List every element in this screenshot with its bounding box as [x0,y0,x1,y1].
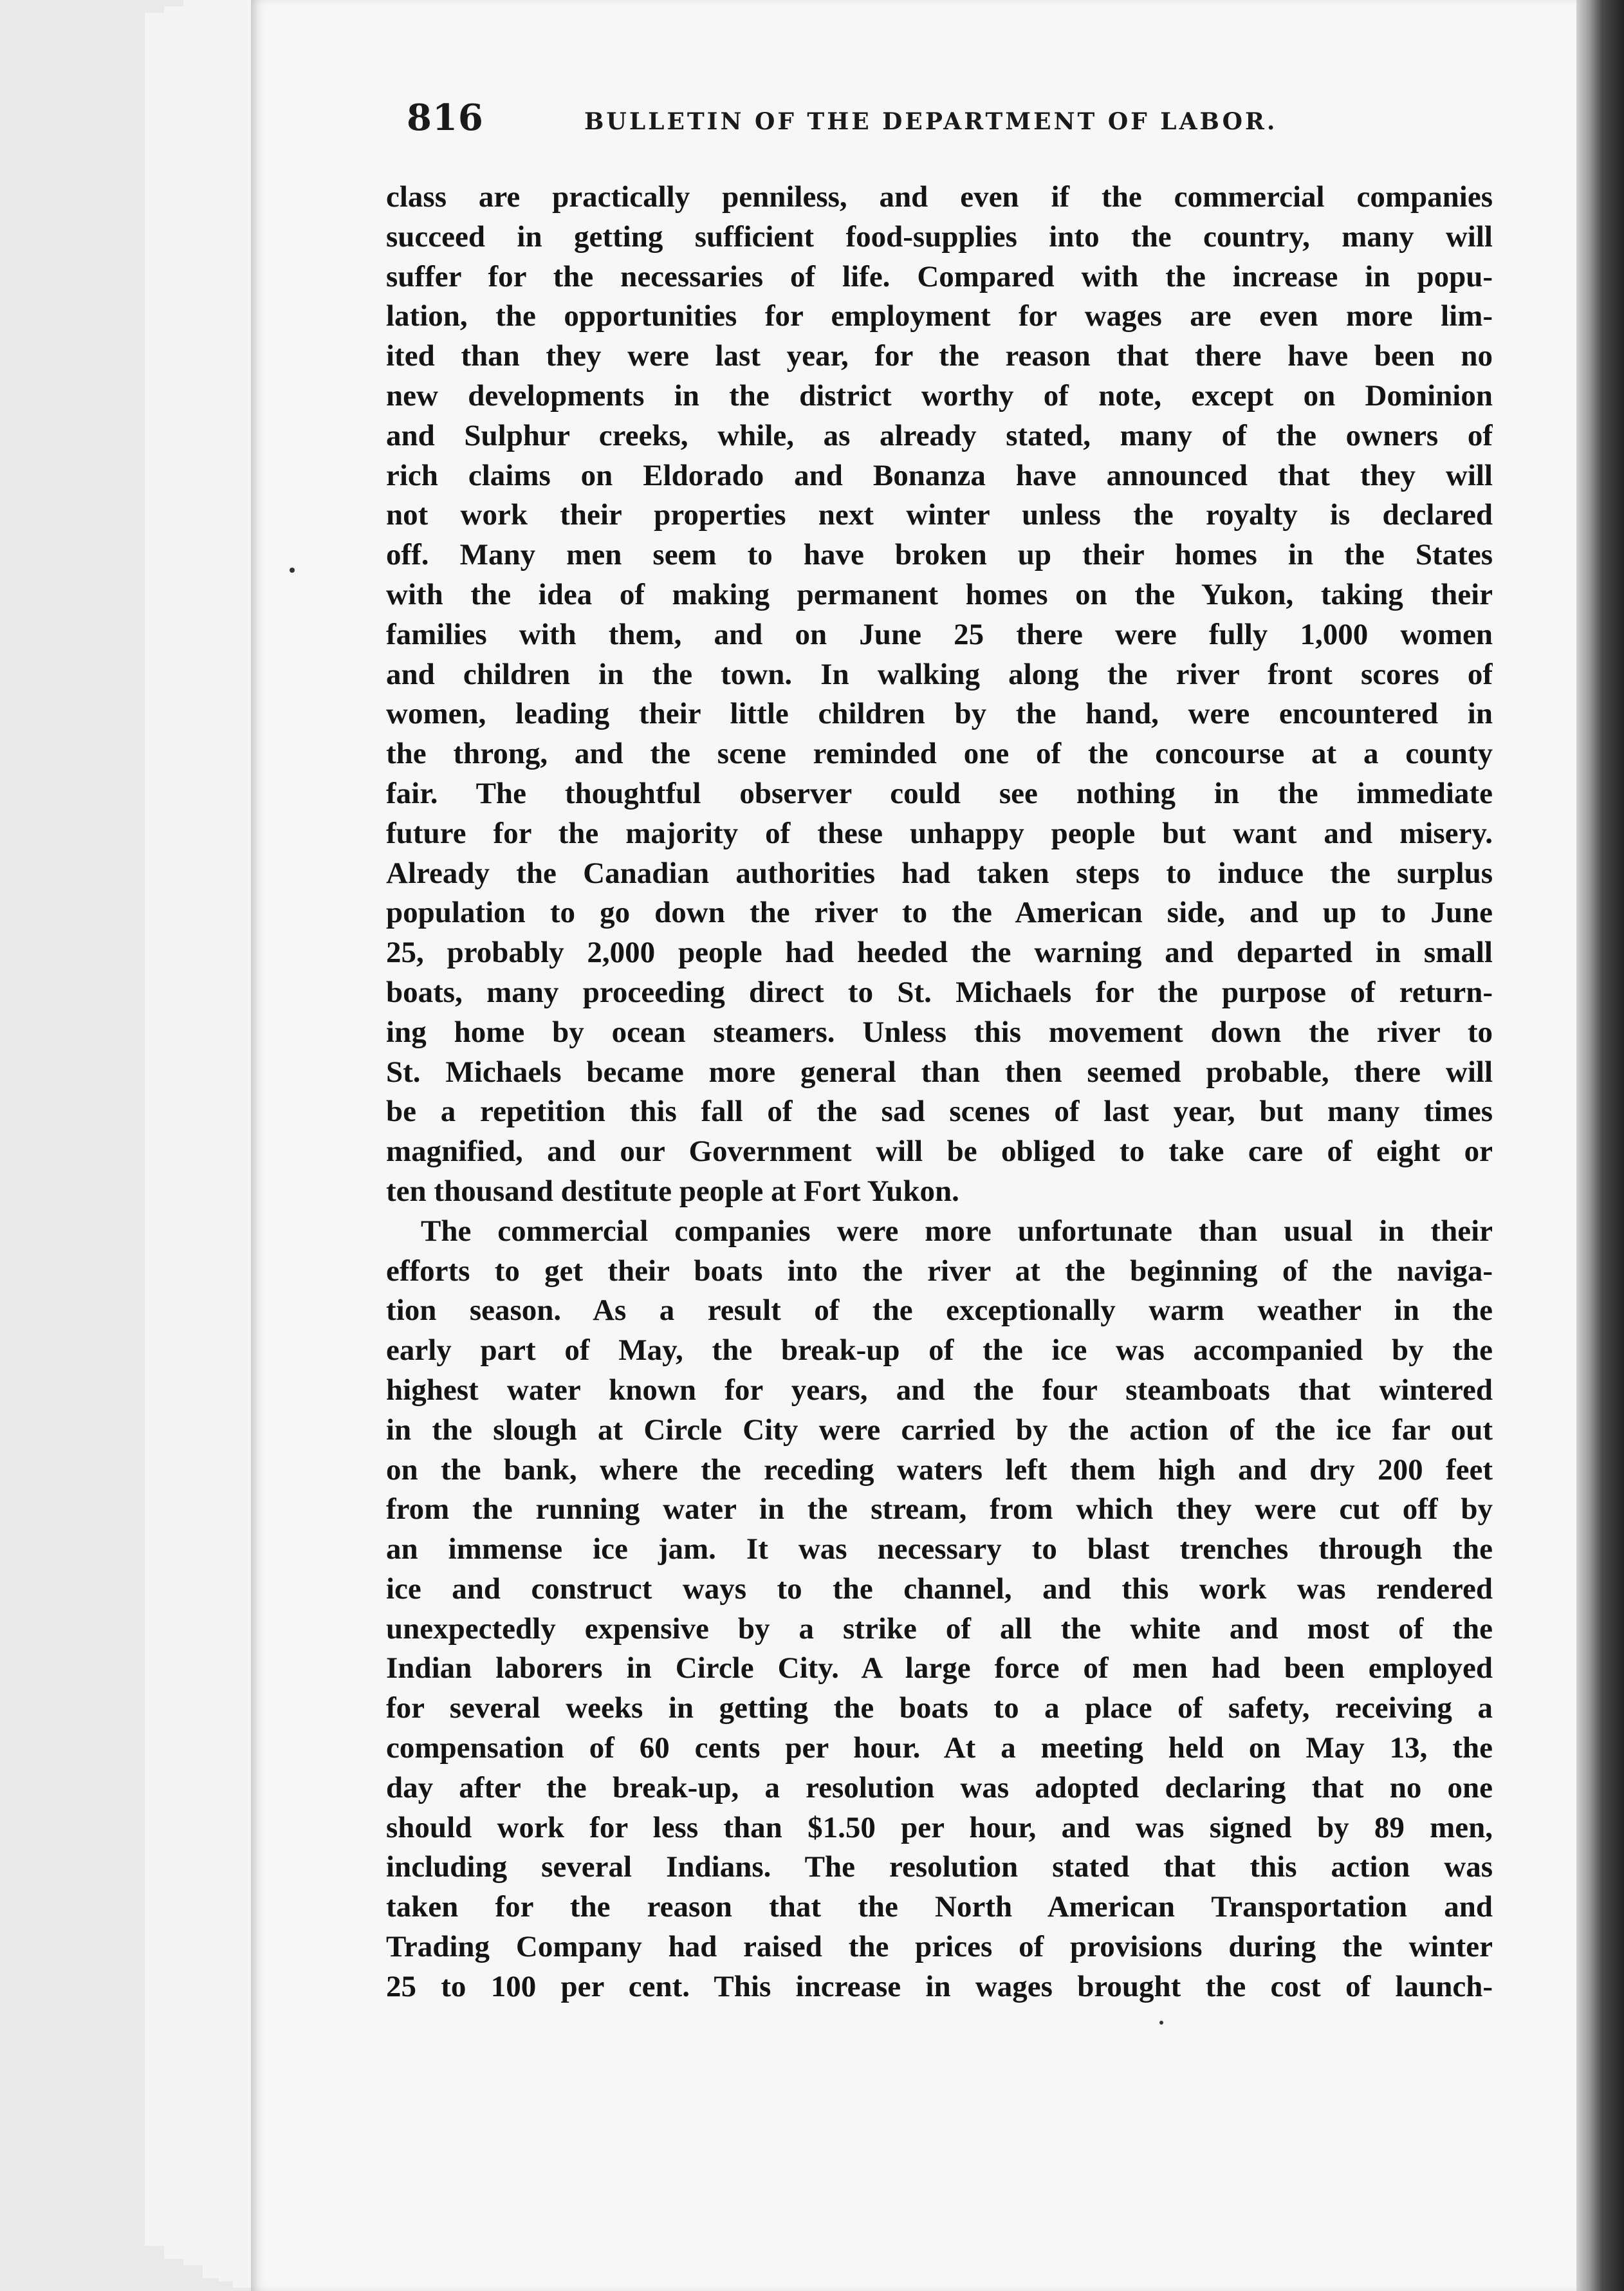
text-line: taken for the reason that the North American Transportation and [386,1890,1493,1924]
text-line: an immense ice jam. It was necessary to blast trenches through the [386,1532,1493,1566]
text-line: Already the Canadian authorities had taken steps to induce the surplus [386,856,1493,890]
text-line: with the idea of making permanent homes on the Yukon, taking their [386,577,1493,611]
paragraph-first-line: The commercial companies were more unfortunate than usual in their [421,1214,1493,1248]
text-line: St. Michaels became more general than then seemed probable, there will [386,1055,1493,1089]
text-line: population to go down the river to the American side, and up to June [386,896,1493,930]
text-line: boats, many proceeding direct to St. Michaels for the purpose of return- [386,975,1493,1009]
text-line: class are practically penniless, and even if the commercial companies [386,180,1493,214]
text-line: magnified, and our Government will be obliged to take care of eight or [386,1135,1493,1169]
text-line: succeed in getting sufficient food-supplies into the country, many will [386,219,1493,254]
text-line: off. Many men seem to have broken up their homes in the States [386,538,1493,572]
text-line: future for the majority of these unhappy people but want and misery. [386,816,1493,850]
text-line: highest water known for years, and the four steamboats that wintered [386,1373,1493,1407]
text-line: the throng, and the scene reminded one of the concourse at a county [386,737,1493,771]
text-line: should work for less than $1.50 per hour, and was signed by 89 men, [386,1810,1493,1844]
running-title: BULLETIN OF THE DEPARTMENT OF LABOR. [584,108,1278,135]
scan-speck [1159,2021,1163,2025]
text-line: suffer for the necessaries of life. Compared with the increase in popu- [386,259,1493,293]
text-line: efforts to get their boats into the river at the beginning of the naviga- [386,1254,1493,1288]
text-line: on the bank, where the receding waters left them high and dry 200 feet [386,1452,1493,1487]
text-line: ice and construct ways to the channel, and this work was rendered [386,1572,1493,1606]
text-line: from the running water in the stream, from which they were cut off by [386,1492,1493,1526]
text-line: rich claims on Eldorado and Bonanza have announced that they will [386,458,1493,492]
text-line: Indian laborers in Circle City. A large force of men had been employed [386,1651,1493,1685]
running-head [407,97,1320,148]
text-line: women, leading their little children by the hand, were encountered in [386,697,1493,731]
text-line: ing home by ocean steamers. Unless this movement down the river to [386,1015,1493,1049]
text-line: tion season. As a result of the exceptionally warm weather in the [386,1294,1493,1328]
text-line: early part of May, the break-up of the ice was accompanied by the [386,1333,1493,1368]
binding-gutter [1576,0,1624,2291]
text-line: and children in the town. In walking along the river front scores of [386,657,1493,691]
paragraph-last-line: ten thousand destitute people at Fort Yukon. [386,1174,959,1208]
text-line: not work their properties next winter unless the royalty is declared [386,498,1493,532]
page-number: 816 [407,97,484,139]
scan-speck [290,568,295,573]
text-line: for several weeks in getting the boats to a place of safety, receiving a [386,1691,1493,1725]
body-text [386,178,1493,2007]
text-line: fair. The thoughtful observer could see nothing in the immediate [386,776,1493,810]
text-line: including several Indians. The resolution stated that this action was [386,1850,1493,1884]
text-line: unexpectedly expensive by a strike of all the white and most of the [386,1611,1493,1646]
text-line: 25, probably 2,000 people had heeded the warning and departed in small [386,936,1493,970]
text-line: families with them, and on June 25 there were fully 1,000 women [386,617,1493,651]
text-line: lation, the opportunities for employment for wages are even more lim- [386,299,1493,333]
text-line: new developments in the district worthy of note, except on Dominion [386,378,1493,413]
text-line: 25 to 100 per cent. This increase in wages brought the cost of launch- [386,1969,1493,2003]
text-line: in the slough at Circle City were carried by the action of the ice far out [386,1413,1493,1447]
text-line: day after the break-up, a resolution was adopted declaring that no one [386,1770,1493,1804]
text-line: Trading Company had raised the prices of provisions during the winter [386,1930,1493,1964]
text-line: ited than they were last year, for the reason that there have been no [386,339,1493,373]
text-line: be a repetition this fall of the sad scenes of last year, but many times [386,1095,1493,1129]
text-line: and Sulphur creeks, while, as already stated, many of the owners of [386,418,1493,452]
text-line: compensation of 60 cents per hour. At a meeting held on May 13, the [386,1731,1493,1765]
